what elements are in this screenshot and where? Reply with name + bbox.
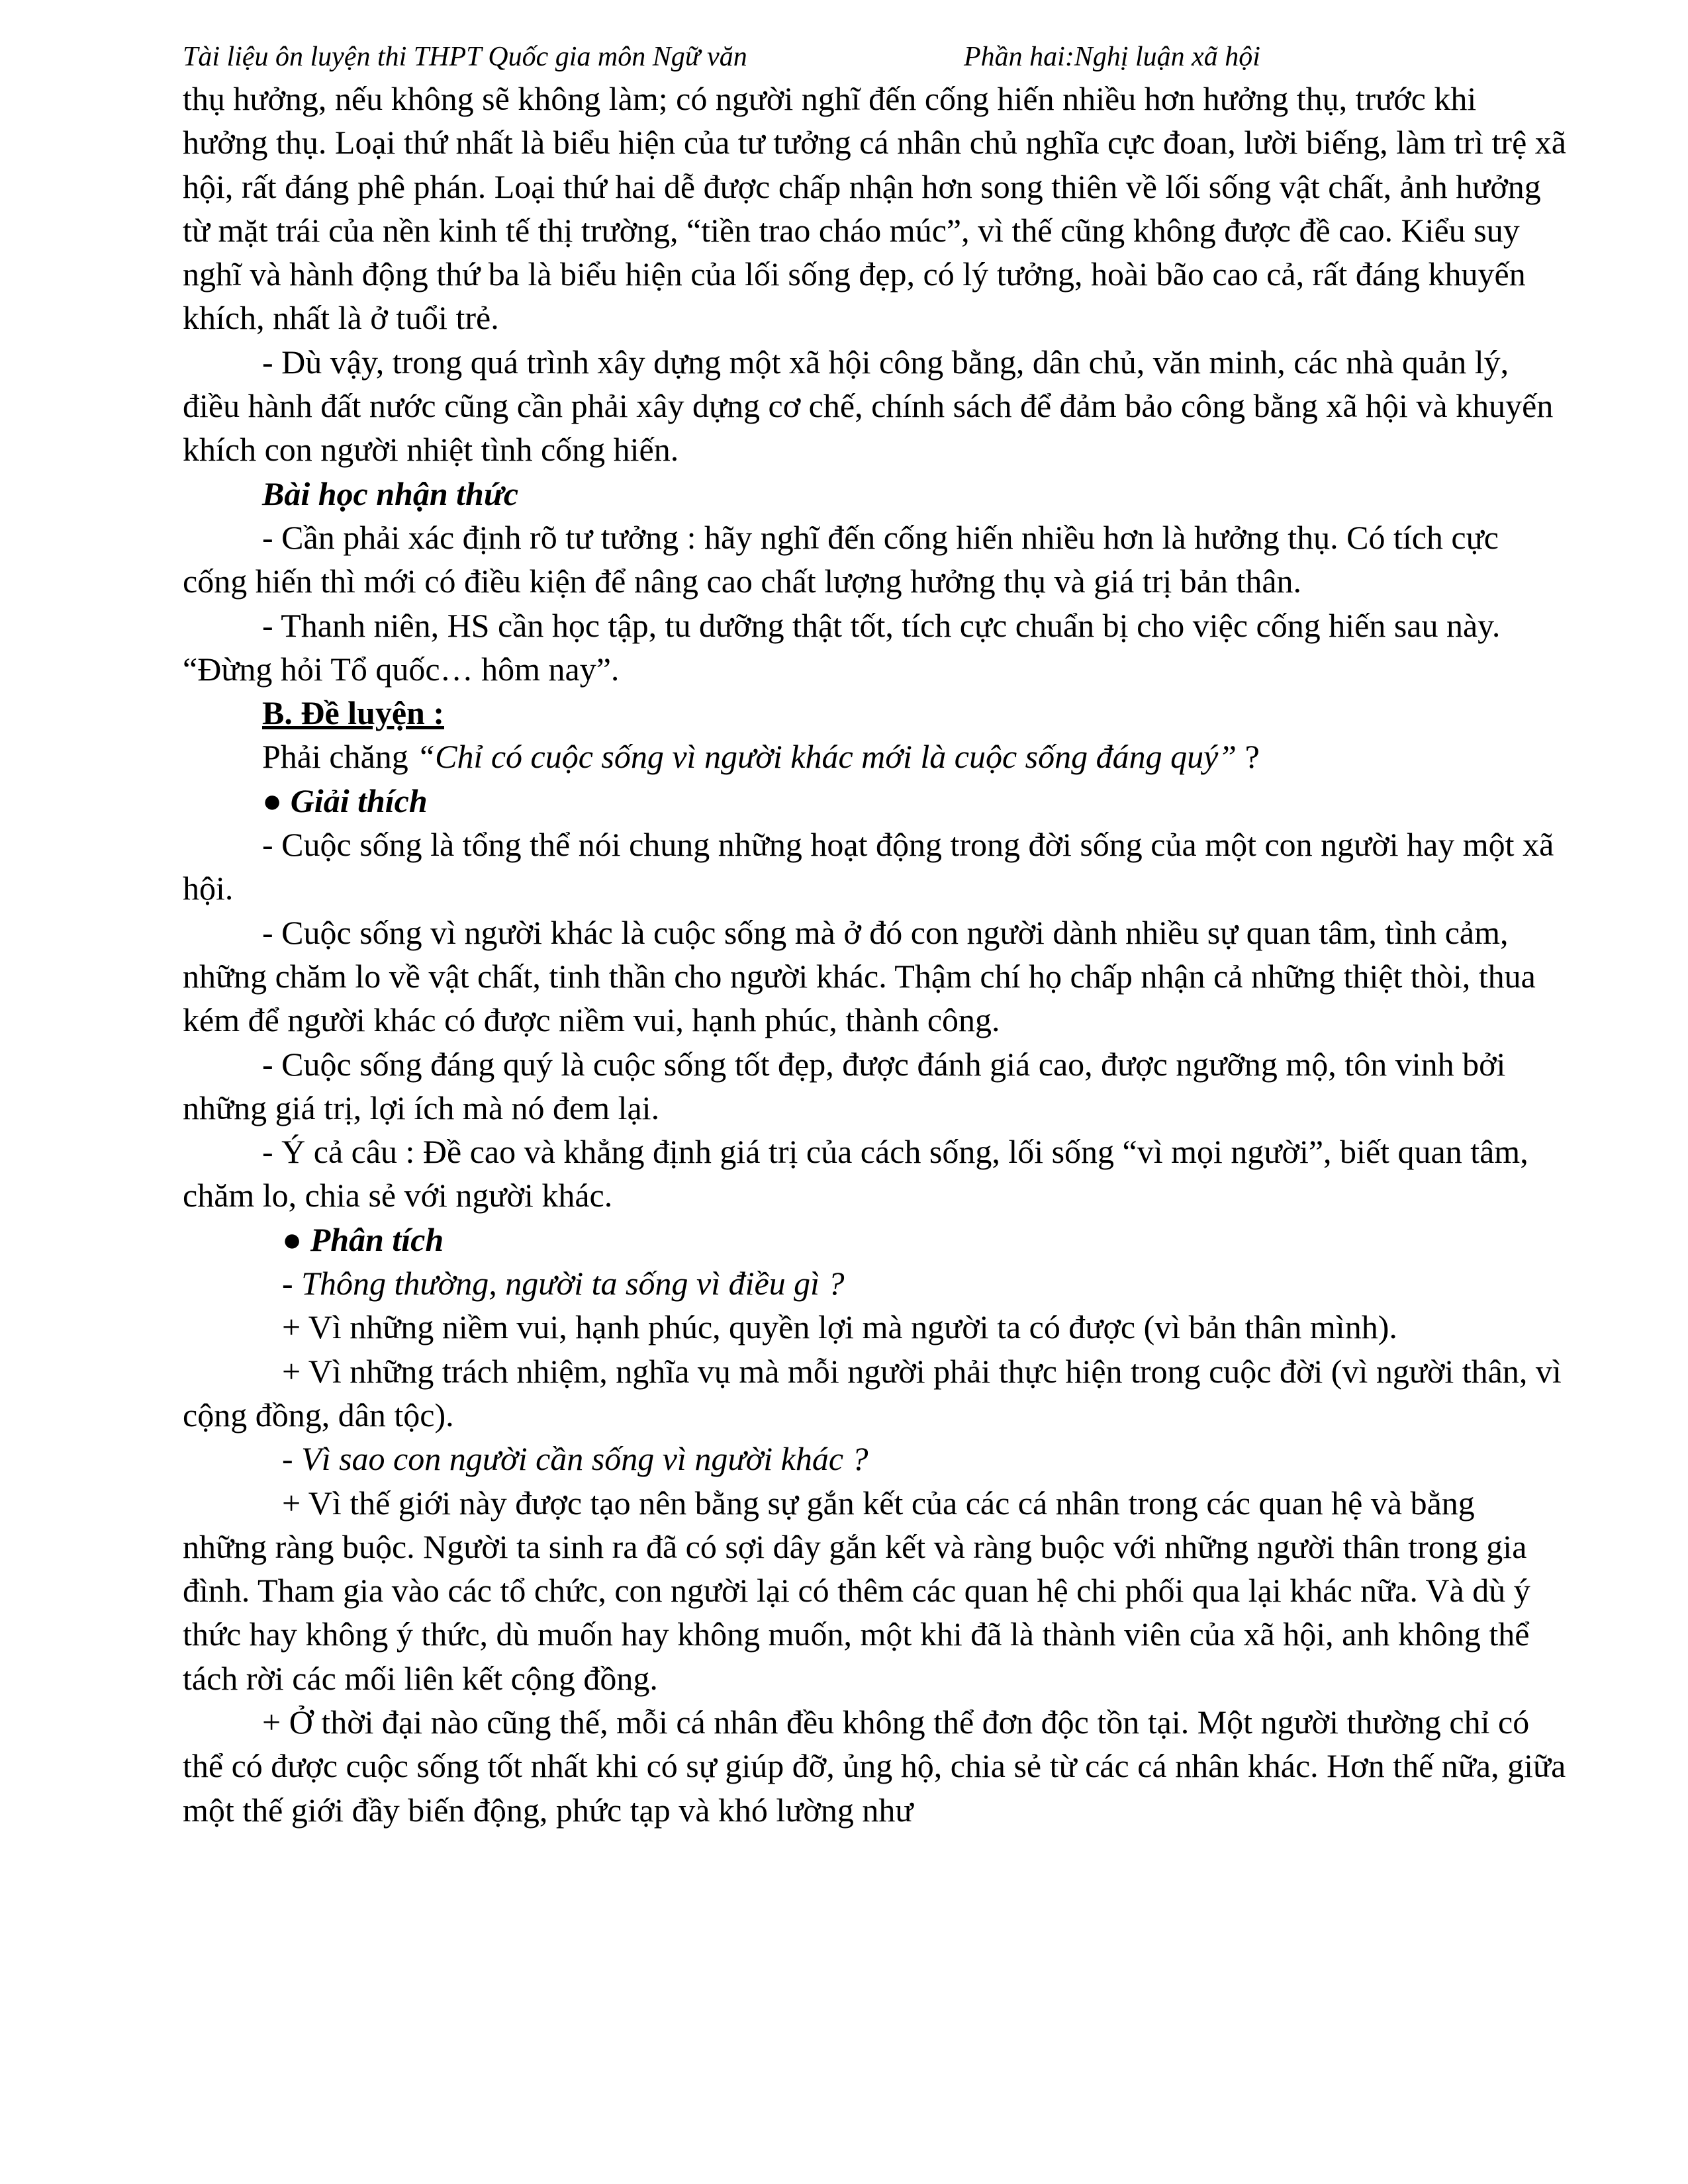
sub-question: - Thông thường, người ta sống vì điều gì ? <box>282 1265 845 1302</box>
paragraph: + Vì những trách nhiệm, nghĩa vụ mà mỗi người phải thực hiện trong cuộc đời (vì người thân, vì cộng đồng, dân tộc). <box>183 1352 1562 1433</box>
paragraph: - Thanh niên, HS cần học tập, tu dưỡng thật tốt, tích cực chuẩn bị cho việc cống hiến sau này. “Đừng hỏi Tổ quốc… hôm nay”. <box>183 606 1501 688</box>
section-heading: ● Phân tích <box>282 1220 444 1258</box>
section-heading: ● Giải thích <box>262 782 428 819</box>
prompt-mark: ? <box>1244 738 1260 776</box>
prompt-quote: “Chỉ có cuộc sống vì người khác mới là cuộc sống đáng quý” <box>416 738 1237 776</box>
sub-question: - Vì sao con người cần sống vì người khác ? <box>282 1440 868 1478</box>
paragraph: - Cuộc sống là tổng thể nói chung những hoạt động trong đời sống của một con người hay một xã hội. <box>183 826 1554 907</box>
paragraph: + Ở thời đại nào cũng thế, mỗi cá nhân đều không thể đơn độc tồn tại. Một người thường chỉ có thể có được cuộc sống tốt nhất khi có sự giúp đỡ, ủng hộ, chia sẻ từ các cá nhân khác. Hơn thế nữa, giữa một thế giới đầy biến động, phức tạp và khó lường như <box>183 1703 1566 1829</box>
exercise-prompt <box>183 735 1566 778</box>
paragraph: - Cần phải xác định rõ tư tưởng : hãy nghĩ đến cống hiến nhiều hơn là hưởng thụ. Có tích cực cống hiến thì mới có điều kiện để nâng cao chất lượng hưởng thụ và giá trị bản thân. <box>183 518 1499 600</box>
prompt-lead: Phải chăng <box>262 738 408 776</box>
section-heading <box>183 691 1566 735</box>
paragraph: + Vì những niềm vui, hạnh phúc, quyền lợi mà người ta có được (vì bản thân mình). <box>282 1308 1397 1346</box>
paragraph: - Ý cả câu : Đề cao và khẳng định giá trị của cách sống, lối sống “vì mọi người”, biết quan tâm, chăm lo, chia sẻ với người khác. <box>183 1133 1528 1214</box>
paragraph: - Dù vậy, trong quá trình xây dựng một xã hội công bằng, dân chủ, văn minh, các nhà quản lý, điều hành đất nước cũng cần phải xây dựng cơ chế, chính sách để đảm bảo công bằng xã hội và khuyến khích con người nhiệt tình cống hiến. <box>183 343 1554 469</box>
paragraph: thụ hưởng, nếu không sẽ không làm; có người nghĩ đến cống hiến nhiều hơn hưởng thụ, trước khi hưởng thụ. Loại thứ nhất là biểu hiện của tư tưởng cá nhân chủ nghĩa cực đoan, lười biếng, làm trì trệ xã hội, rất đáng phê phán. Loại thứ hai dễ được chấp nhận hơn song thiên về lối sống vật chất, ảnh hưởng từ mặt trái của nền kinh tế thị trường, “tiền trao cháo múc”, vì thế cũng không được đề cao. Kiểu suy nghĩ và hành động thứ ba là biểu hiện của lối sống đẹp, có lý tưởng, hoài bão cao cả, rất đáng khuyến khích, nhất là ở tuổi trẻ. <box>183 80 1566 337</box>
paragraph: - Cuộc sống đáng quý là cuộc sống tốt đẹp, được đánh giá cao, được ngưỡng mộ, tôn vinh bởi những giá trị, lợi ích mà nó đem lại. <box>183 1045 1506 1126</box>
page-header <box>183 38 1507 75</box>
paragraph: - Cuộc sống vì người khác là cuộc sống mà ở đó con người dành nhiều sự quan tâm, tình cảm, những chăm lo về vật chất, tinh thần cho người khác. Thậm chí họ chấp nhận cả những thiệt thòi, thua kém để người khác có được niềm vui, hạnh phúc, thành công. <box>183 913 1536 1039</box>
exercise-heading: B. Đề luyện : <box>262 694 444 732</box>
document-body <box>183 77 1566 1832</box>
header-right: Phần hai:Nghị luận xã hội <box>964 42 1260 72</box>
header-left: Tài liệu ôn luyện thi THPT Quốc gia môn Ngữ văn <box>183 42 747 72</box>
paragraph: + Vì thế giới này được tạo nên bằng sự gắn kết của các cá nhân trong các quan hệ và bằng những ràng buộc. Người ta sinh ra đã có sợi dây gắn kết và ràng buộc với những người thân trong gia đình. Tham gia vào các tổ chức, con người lại có thêm các quan hệ chi phối qua lại khác nữa. Và dù ý thức hay không ý thức, dù muốn hay không muốn, một khi đã là thành viên của xã hội, anh không thể tách rời các mối liên kết cộng đồng. <box>183 1484 1530 1697</box>
section-heading: Bài học nhận thức <box>262 475 519 512</box>
